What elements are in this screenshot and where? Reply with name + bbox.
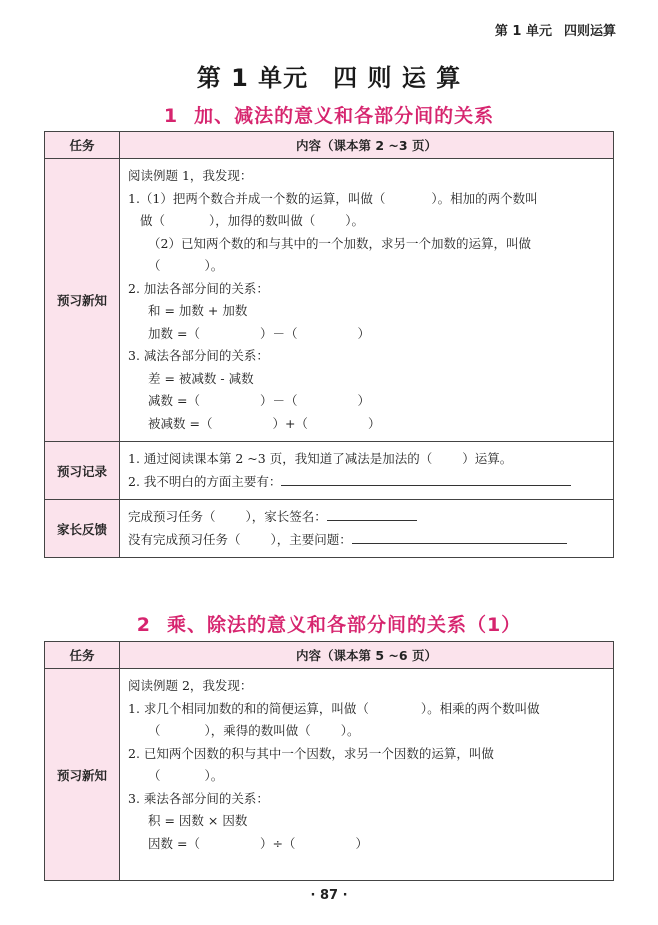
list-item: 2. 加法各部分间的关系：	[128, 280, 269, 296]
list-item: 完成预习任务（ ），家长签名：	[128, 506, 605, 529]
header-content: 内容（课本第 2 ~3 页）	[120, 132, 614, 159]
lesson-1-table	[44, 131, 614, 558]
header-task: 任务	[45, 132, 120, 159]
page-number: · 87 ·	[310, 888, 348, 903]
lesson-2-number: 2	[136, 614, 151, 636]
formula: 和 = 加数 + 加数	[148, 303, 248, 318]
lesson-2-title-text: 乘、除法的意义和各部分间的关系（1）	[167, 614, 522, 636]
list-item: 3. 减法各部分间的关系：	[128, 348, 269, 363]
running-head	[495, 20, 616, 39]
preview-label: 预习新知	[45, 159, 120, 442]
formula: 因数 =（ ）÷（ ）	[148, 835, 368, 851]
list-item: 做（ ），加得的数叫做（ ）。	[140, 213, 365, 228]
header-task: 任务	[45, 642, 120, 669]
record-label: 预习记录	[45, 442, 120, 500]
table-header-row	[45, 642, 614, 669]
feedback-content	[120, 500, 614, 558]
formula: 差 = 被减数 - 减数	[148, 370, 254, 386]
preview-content	[120, 669, 614, 881]
lesson-1-title-text: 加、减法的意义和各部分间的关系	[194, 105, 495, 127]
formula: 被减数 =（ ）+（ ）	[148, 415, 381, 431]
preview-label: 预习新知	[45, 669, 120, 881]
answer-line[interactable]	[281, 472, 571, 486]
feedback-row	[45, 500, 614, 558]
list-item: （ ），乘得的数叫做（ ）。	[148, 723, 360, 738]
answer-line[interactable]	[352, 530, 567, 544]
preview-intro: 阅读例题 1，我发现：	[128, 168, 253, 183]
preview-content	[120, 159, 614, 442]
signature-line[interactable]	[327, 507, 417, 521]
list-item: （2）已知两个数的和与其中的一个加数，求另一个加数的运算，叫做	[148, 235, 531, 251]
preview-row	[45, 159, 614, 442]
list-item: （ ）。	[148, 768, 224, 783]
list-item: 2. 我不明白的方面主要有：	[128, 471, 605, 494]
running-head-unit: 第 1 单元	[494, 24, 552, 39]
preview-intro: 阅读例题 2，我发现：	[128, 678, 253, 693]
header-content: 内容（课本第 5 ~6 页）	[120, 642, 614, 669]
lesson-2-title	[0, 610, 658, 637]
lesson-1-number: 1	[163, 105, 179, 127]
formula: 减数 =（ ）－（ ）	[148, 393, 370, 408]
record-row	[45, 442, 614, 500]
table-header-row	[45, 132, 614, 159]
unit-title: 第 1 单元 四 则 运 算	[196, 64, 462, 92]
lesson-2-table	[44, 641, 614, 881]
lesson-1-title	[0, 101, 658, 128]
list-item: 1.（1）把两个数合并成一个数的运算，叫做（ ）。相加的两个数叫	[128, 190, 538, 206]
list-item: 2. 已知两个因数的积与其中一个因数，求另一个因数的运算，叫做	[128, 745, 494, 761]
list-item: 1. 求几个相同加数的和的简便运算，叫做（ ）。相乘的两个数叫做	[128, 700, 540, 716]
preview-row	[45, 669, 614, 881]
list-item: （ ）。	[148, 258, 224, 273]
list-item: 1. 通过阅读课本第 2 ~3 页，我知道了减法是加法的（ ）运算。	[128, 451, 513, 466]
running-head-title: 四则运算	[563, 24, 616, 39]
feedback-label: 家长反馈	[45, 500, 120, 558]
formula: 加数 =（ ）－（ ）	[148, 325, 370, 341]
record-content	[120, 442, 614, 500]
formula: 积 = 因数 × 因数	[148, 813, 248, 828]
list-item: 没有完成预习任务（ ），主要问题：	[128, 529, 605, 552]
list-item: 3. 乘法各部分间的关系：	[128, 790, 269, 806]
